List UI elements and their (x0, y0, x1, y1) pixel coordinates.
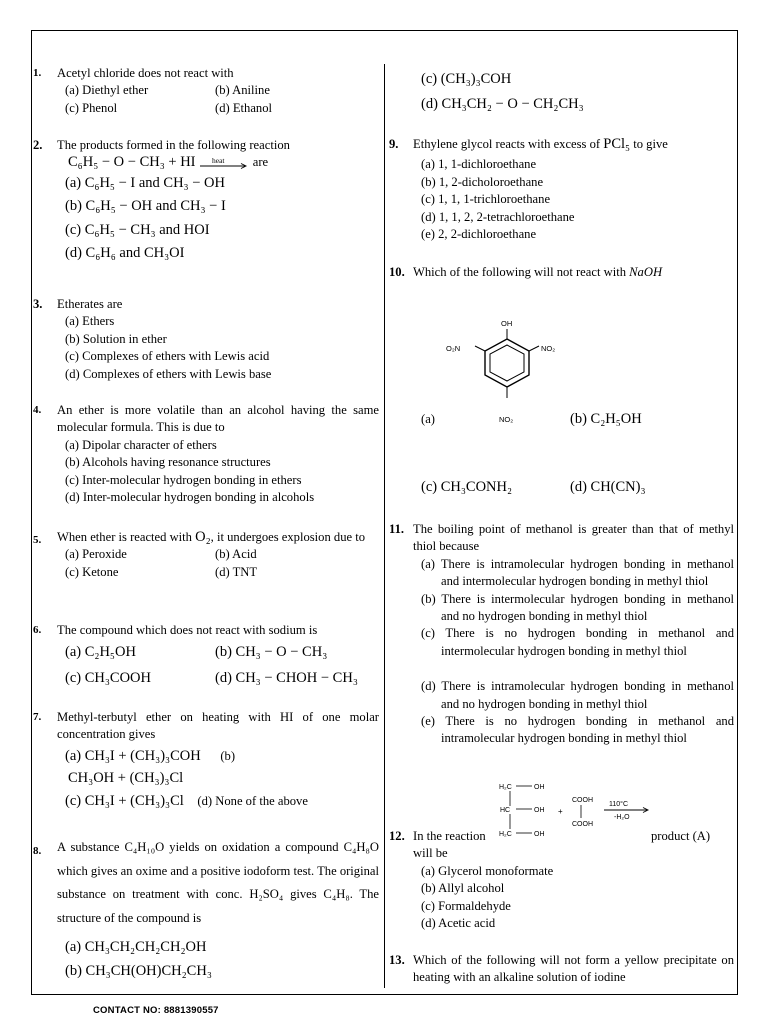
oh-label: OH (501, 319, 513, 328)
option-d[interactable]: (d) CH(CN)₃ (570, 479, 646, 495)
h2c-bottom-label: H₂C (499, 831, 512, 838)
question-10-options-ab (389, 411, 734, 428)
oh1-label: OH (534, 784, 545, 791)
option-a[interactable]: (a) CH₃I + (CH₃)₃COH (65, 747, 201, 764)
question-text: When ether is reacted with O₂, it undergoes explosion due to (57, 529, 366, 545)
question-10-options-cd (389, 479, 734, 496)
reaction-equation: C₆H₅ − O − CH₃ + HI heat are (68, 154, 269, 171)
no2-bottom-label: NO₂ (499, 415, 514, 424)
option-a[interactable]: (a) There is intramolecular hydrogen bonding in methanol and intermolecular hydrogen bonding in methyl thiol (421, 556, 734, 589)
contact-footer: CONTACT NO: 8881390557 (93, 1005, 219, 1016)
question-12: 12. In the reaction product (A) will be (a) Glycerol monoformate (b) Allyl alcohol (c) Formaldehyde (d) Acetic acid (389, 828, 734, 932)
option-c[interactable]: (c) C₆H₅ − CH₃ and HOI (65, 221, 210, 238)
option-d[interactable]: (d) Ethanol (215, 100, 273, 115)
cooh2-label: COOH (572, 821, 593, 828)
question-number: 7. (33, 711, 42, 723)
option-d[interactable]: (d) Inter-molecular hydrogen bonding in alcohols (65, 490, 315, 505)
option-a[interactable]: (a) Diethyl ether (65, 83, 149, 98)
option-e[interactable]: (e) 2, 2-dichloroethane (421, 227, 537, 242)
option-b-content[interactable]: CH₃OH + (CH₃)₃Cl (68, 770, 184, 787)
question-number: 2. (33, 138, 43, 152)
option-c[interactable]: (c) CH₃CONH₂ (421, 479, 513, 495)
oxygen-formula: O₂ (195, 529, 211, 545)
h2c-top-label: H₂C (499, 784, 512, 791)
question-number: 1. (33, 67, 42, 79)
option-a[interactable]: (a) Ethers (65, 314, 115, 329)
option-b[interactable]: (b) CH₃CH(OH)CH₂CH₃ (65, 962, 212, 979)
option-c[interactable]: (c) Ketone (65, 564, 119, 579)
option-d[interactable]: (d) C₆H₆ and CH₃OI (65, 245, 185, 262)
option-c[interactable]: (c) Inter-molecular hydrogen bonding in ethers (65, 472, 302, 487)
question-10 (389, 264, 734, 281)
pcl5-formula: PCl₅ (603, 136, 631, 152)
question-text: The products formed in the following reaction (57, 138, 290, 152)
question-number: 5. (33, 534, 42, 546)
option-d[interactable]: (d) There is intramolecular hydrogen bonding in methanol and no hydrogen bonding in methyl thiol (421, 679, 734, 711)
option-c[interactable]: (c) Phenol (65, 100, 118, 115)
option-b[interactable]: (b) There is intermolecular hydrogen bonding in methanol and no hydrogen bonding in methyl thiol (421, 591, 734, 624)
question-8-continued (389, 68, 734, 115)
water-removal-label: -H₂O (614, 814, 630, 821)
question-number: 11. (389, 522, 405, 536)
question-number: 12. (389, 829, 405, 843)
trinitrophenol-structure (440, 314, 570, 426)
question-4 (33, 402, 379, 506)
no2-right-label: NO₂ (541, 344, 556, 353)
question-text: In the reaction product (A) (413, 829, 711, 843)
question-number: 8. (33, 845, 42, 857)
option-b[interactable]: (b) Alcohols having resonance structures (65, 455, 271, 470)
question-2 (33, 137, 379, 262)
question-number: 13. (389, 953, 405, 967)
question-text: Which of the following will not form a yellow precipitate on heating with an alkaline solution of iodine (413, 953, 734, 985)
question-number: 9. (389, 137, 399, 151)
question-1 (33, 65, 379, 117)
option-c[interactable]: (c) Complexes of ethers with Lewis acid (65, 349, 270, 364)
heat-label: heat (212, 157, 225, 166)
plus-sign: + (558, 807, 563, 816)
option-b[interactable]: (b) CH₃ − O − CH₃ (215, 644, 328, 661)
question-number: 6. (33, 624, 42, 636)
option-d[interactable]: (d) CH₃CH₂ − O − CH₂CH₃ (421, 96, 584, 112)
question-text: Ethylene glycol reacts with excess of PCl₅ to give (413, 136, 668, 152)
option-a[interactable]: (a) CH₃CH₂CH₂CH₂OH (65, 939, 207, 955)
option-b[interactable]: (b) Solution in ether (65, 331, 167, 346)
option-d[interactable]: (d) 1, 1, 2, 2-tetrachloroethane (421, 209, 575, 224)
option-a[interactable]: (a) Peroxide (65, 547, 127, 562)
question-8 (33, 836, 379, 983)
option-d[interactable]: (d) Acetic acid (421, 916, 496, 931)
option-d[interactable]: (d) None of the above (197, 793, 308, 808)
question-number: 3. (33, 297, 43, 311)
heat-arrow-icon (199, 157, 249, 169)
question-text: The compound which does not react with sodium is (57, 623, 318, 637)
option-d[interactable]: (d) TNT (215, 564, 258, 579)
question-text: A substance C₄H₁₀O yields on oxidation a compound C₄H₈O which gives an oxime and a positive iodoform test. The original substance on treatment with conc. H₂SO₄ gives C₄H₈. The structure of the compound is (57, 840, 379, 925)
hc-label: HC (500, 807, 511, 814)
option-b[interactable]: (b) Aniline (215, 83, 270, 98)
option-d[interactable]: (d) CH₃ − CHOH − CH₃ (215, 670, 358, 687)
question-text: Which of the following will not react with NaOH (413, 265, 663, 279)
option-b[interactable]: (b) (220, 748, 236, 763)
option-e[interactable]: (e) There is no hydrogen bonding in methanol and intramolecular hydrogen bonding in methyl thiol (421, 714, 734, 746)
option-a[interactable]: (a) (421, 412, 435, 426)
question-3 (33, 296, 379, 383)
option-a[interactable]: (a) 1, 1-dichloroethane (421, 157, 537, 172)
question-11 (389, 521, 734, 748)
naoh-formula: NaOH (629, 265, 663, 279)
question-number: 4. (33, 404, 42, 416)
option-c[interactable]: (c) CH₃COOH (65, 670, 152, 687)
option-a[interactable]: (a) C₆H₅ − I and CH₃ − OH (65, 174, 225, 191)
question-text: The boiling point of methanol is greater than that of methyl thiol because (413, 522, 734, 554)
option-b[interactable]: (b) 1, 2-dicholoroethane (421, 174, 544, 189)
question-text: Methyl-terbutyl ether on heating with HI of one molar concentration gives (57, 710, 379, 742)
option-b[interactable]: (b) C₂H₅OH (570, 411, 642, 427)
question-text: An ether is more volatile than an alcohol having the same molecular formula. This is due to (57, 403, 379, 435)
option-b[interactable]: (b) C₆H₅ − OH and CH₃ − I (65, 198, 226, 215)
option-c[interactable]: (c) There is no hydrogen bonding in methanol and intermolecular hydrogen bonding in methyl thiol (421, 626, 734, 658)
question-text: Acetyl chloride does not react with (57, 66, 234, 80)
oh2-label: OH (534, 807, 545, 814)
question-text: Etherates are (57, 297, 123, 311)
question-6 (33, 622, 379, 688)
question-13 (389, 952, 734, 987)
option-c[interactable]: (c) (CH₃)₃COH (421, 71, 512, 87)
option-b[interactable]: (b) Acid (215, 547, 257, 562)
option-b[interactable]: (b) Allyl alcohol (421, 881, 505, 896)
question-5 (33, 529, 379, 581)
option-d[interactable]: (d) Complexes of ethers with Lewis base (65, 366, 272, 381)
question-7 (33, 709, 379, 810)
option-c[interactable]: (c) Formaldehyde (421, 898, 511, 913)
option-c[interactable]: (c) CH₃I + (CH₃)₃Cl (65, 792, 184, 809)
column-divider (384, 64, 385, 988)
cooh1-label: COOH (572, 797, 593, 804)
question-number: 10. (389, 265, 405, 279)
question-9 (389, 136, 734, 243)
option-a[interactable]: (a) Dipolar character of ethers (65, 437, 217, 452)
temperature-label: 110°C (609, 801, 629, 808)
oh3-label: OH (534, 831, 545, 838)
no2-left-label: O₂N (446, 344, 461, 353)
option-a[interactable]: (a) Glycerol monoformate (421, 863, 554, 878)
option-c[interactable]: (c) 1, 1, 1-trichloroethane (421, 192, 551, 207)
option-a[interactable]: (a) C₂H₅OH (65, 644, 136, 661)
